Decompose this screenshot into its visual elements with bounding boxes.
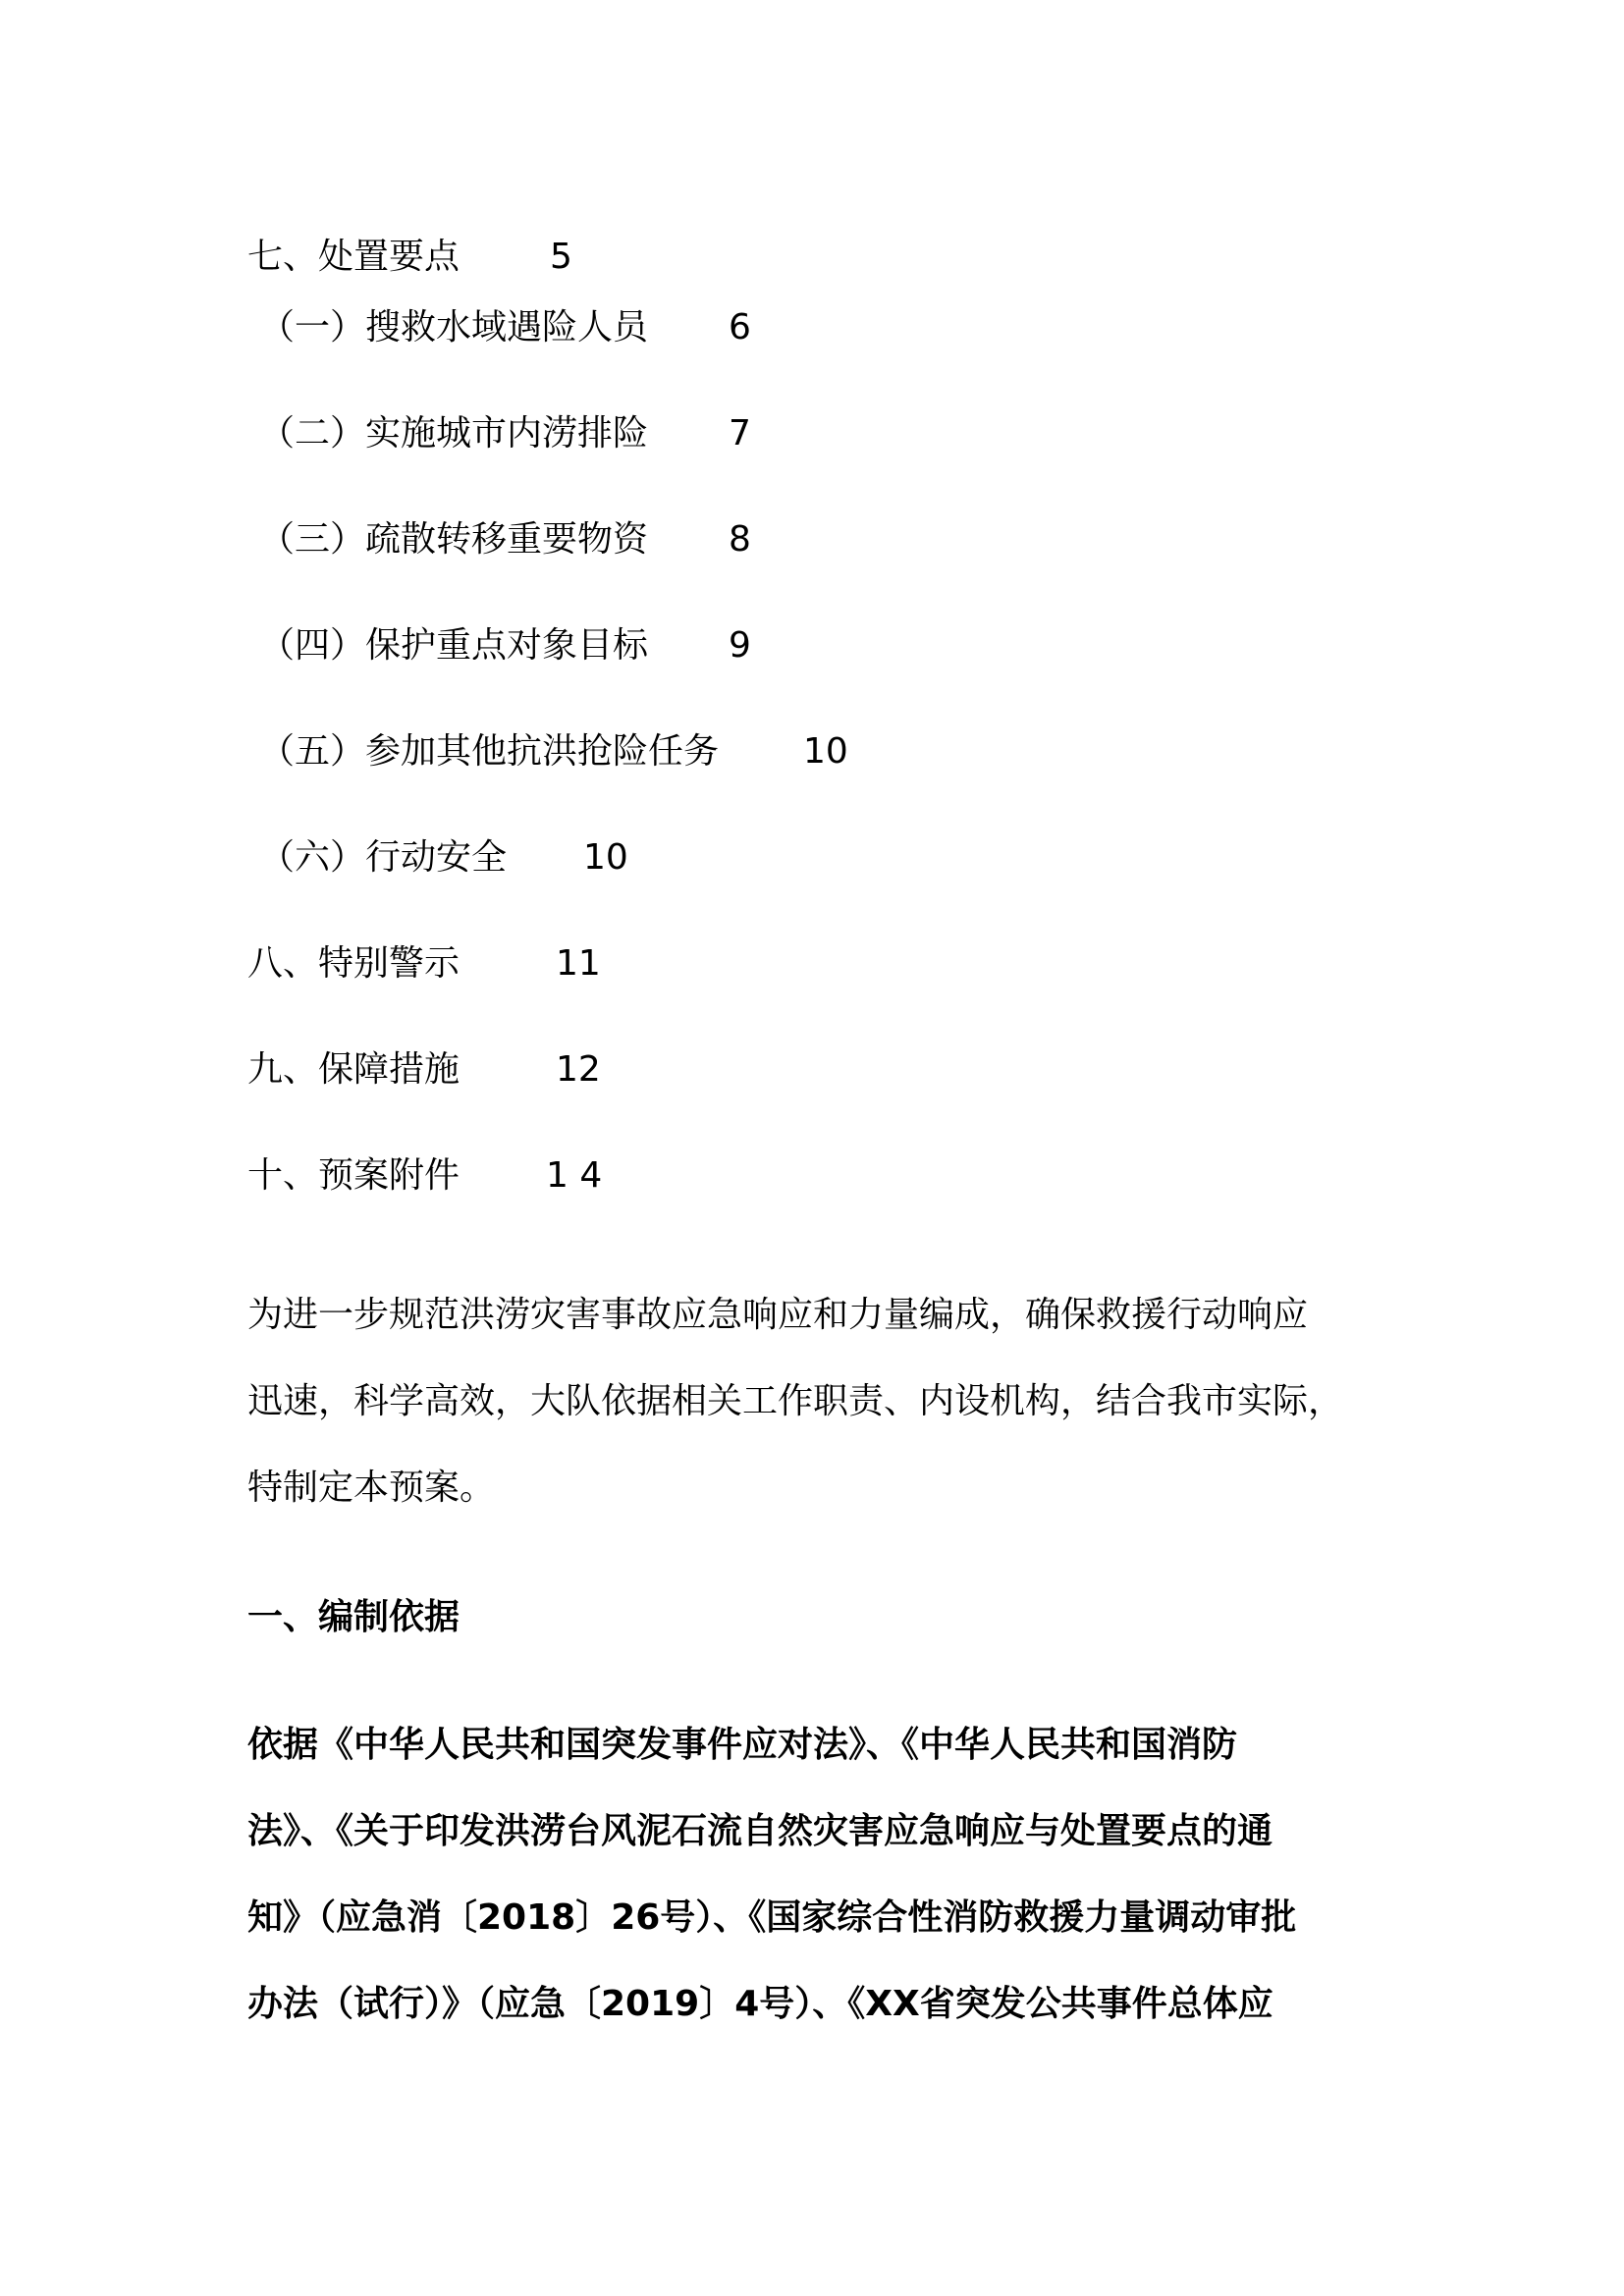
toc-entry-label[interactable]: （三）疏散转移重要物资: [259, 519, 649, 560]
paragraph-line: 迅速，科学高效，大队依据相关工作职责、内设机构，结合我市实际，: [247, 1381, 1344, 1421]
toc-entry-label[interactable]: （四）保护重点对象目标: [259, 625, 649, 666]
toc-entry-page: 10: [583, 837, 628, 878]
paragraph-line: 办法（试行）》（应急〔2019〕4号）、《XX省突发公共事件总体应: [247, 1984, 1273, 2024]
toc-entry-page: 5: [550, 237, 572, 277]
toc-entry-label[interactable]: 十、预案附件: [247, 1155, 460, 1196]
toc-entry-page: 10: [803, 731, 848, 772]
paragraph-line: 依据《中华人民共和国突发事件应对法》、《中华人民共和国消防: [247, 1725, 1238, 1765]
toc-entry-page: 12: [556, 1049, 601, 1090]
toc-entry-label[interactable]: 七、处置要点: [247, 237, 460, 277]
toc-entry-label[interactable]: 九、保障措施: [247, 1049, 460, 1090]
paragraph-line: 知》（应急消〔2018〕26号）、《国家综合性消防救援力量调动审批: [247, 1897, 1297, 1938]
toc-entry-label[interactable]: （五）参加其他抗洪抢险任务: [259, 731, 720, 772]
toc-entry-label[interactable]: 八、特别警示: [247, 943, 460, 984]
toc-entry-page: 11: [556, 943, 601, 984]
toc-entry-page: 7: [729, 413, 751, 454]
toc-entry-label[interactable]: （六）行动安全: [259, 837, 508, 878]
section-heading: 一、编制依据: [247, 1597, 460, 1637]
toc-entry-page: 1 4: [546, 1155, 603, 1196]
paragraph-line: 特制定本预案。: [247, 1468, 496, 1508]
toc-entry-page: 9: [729, 625, 751, 666]
toc-entry-label[interactable]: （一）搜救水域遇险人员: [259, 307, 649, 347]
paragraph-line: 为进一步规范洪涝灾害事故应急响应和力量编成，确保救援行动响应: [247, 1295, 1309, 1335]
toc-entry-page: 8: [729, 519, 751, 560]
paragraph-line: 法》、《关于印发洪涝台风泥石流自然灾害应急响应与处置要点的通: [247, 1811, 1273, 1851]
toc-entry-label[interactable]: （二）实施城市内涝排险: [259, 413, 649, 454]
toc-entry-page: 6: [729, 307, 751, 347]
